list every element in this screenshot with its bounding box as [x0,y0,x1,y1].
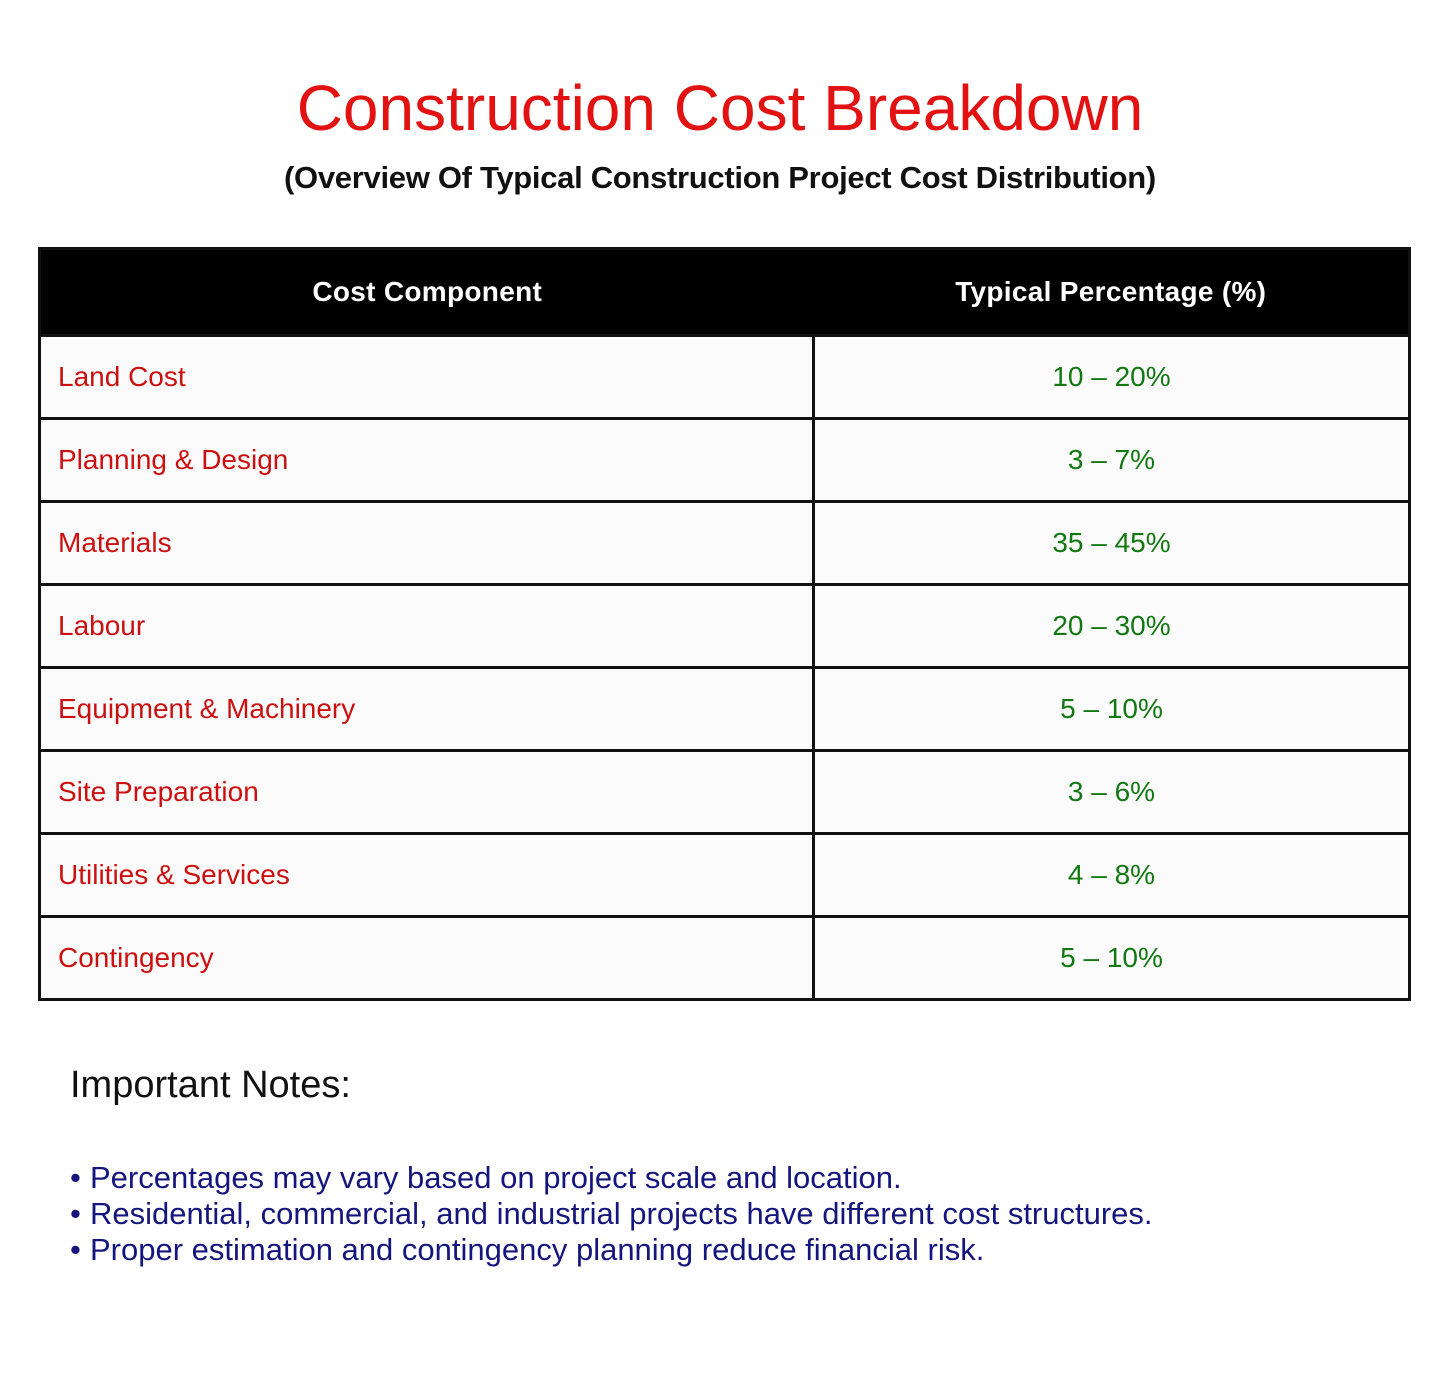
cost-component-cell: Labour [40,585,814,668]
bullet-icon: • [70,1160,81,1195]
cost-component-cell: Equipment & Machinery [40,668,814,751]
table-row [40,336,1410,419]
table-row [40,751,1410,834]
page-subtitle: (Overview Of Typical Construction Project Cost Distribution) [284,160,1156,195]
percentage-cell: 5 – 10% [814,668,1410,751]
cost-component-cell: Planning & Design [40,419,814,502]
percentage-cell: 3 – 6% [814,751,1410,834]
list-item [70,1232,1153,1268]
list-item [70,1160,1153,1196]
bullet-icon: • [70,1196,81,1231]
table-header-row [40,249,1410,336]
note-text: Proper estimation and contingency planning reduce financial risk. [90,1232,985,1267]
table-row [40,585,1410,668]
percentage-cell: 35 – 45% [814,502,1410,585]
page-title: Construction Cost Breakdown [296,72,1144,144]
notes-list [70,1160,1153,1268]
percentage-cell: 20 – 30% [814,585,1410,668]
note-text: Percentages may vary based on project scale and location. [90,1160,902,1195]
cost-component-cell: Land Cost [40,336,814,419]
cost-component-cell: Contingency [40,917,814,1000]
column-header-typical-percentage: Typical Percentage (%) [814,249,1410,336]
notes-heading: Important Notes: [70,1064,351,1106]
bullet-icon: • [70,1232,81,1267]
percentage-cell: 10 – 20% [814,336,1410,419]
cost-component-cell: Site Preparation [40,751,814,834]
column-header-cost-component: Cost Component [40,249,814,336]
list-item [70,1196,1153,1232]
table-row [40,419,1410,502]
percentage-cell: 3 – 7% [814,419,1410,502]
note-text: Residential, commercial, and industrial projects have different cost structures. [90,1196,1153,1231]
cost-component-cell: Materials [40,502,814,585]
table-row [40,668,1410,751]
table-row [40,502,1410,585]
table-row [40,834,1410,917]
cost-component-cell: Utilities & Services [40,834,814,917]
cost-breakdown-table [38,247,1411,1001]
percentage-cell: 4 – 8% [814,834,1410,917]
table-row [40,917,1410,1000]
percentage-cell: 5 – 10% [814,917,1410,1000]
